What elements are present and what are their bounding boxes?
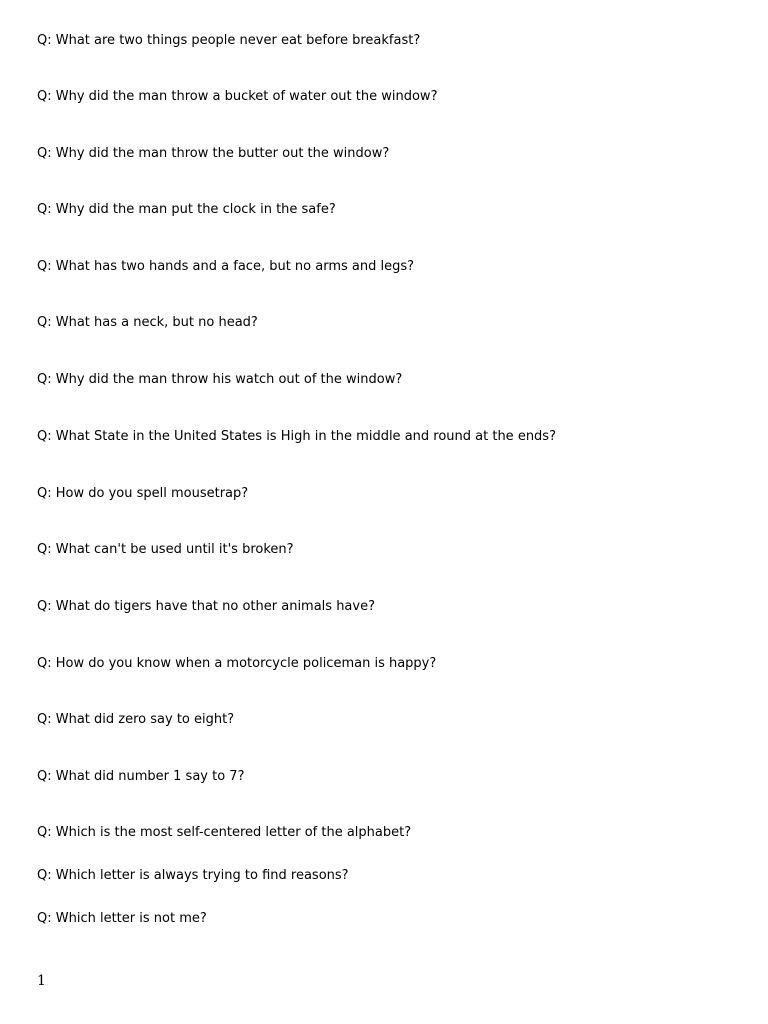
page-number: 1 (37, 973, 46, 989)
question-line: Q: Why did the man throw a bucket of water out the window? (37, 89, 438, 104)
question-line: Q: How do you spell mousetrap? (37, 486, 249, 501)
question-line: Q: Which letter is not me? (37, 911, 207, 926)
question-line: Q: What has two hands and a face, but no arms and legs? (37, 259, 415, 274)
question-line: Q: What do tigers have that no other animals have? (37, 599, 375, 614)
question-line: Q: What can't be used until it's broken? (37, 542, 294, 557)
question-line: Q: Which is the most self-centered letter of the alphabet? (37, 825, 412, 840)
question-line: Q: Why did the man throw his watch out of the window? (37, 372, 403, 387)
question-line: Q: Why did the man throw the butter out the window? (37, 146, 390, 161)
question-line: Q: What are two things people never eat before breakfast? (37, 33, 421, 48)
question-line: Q: How do you know when a motorcycle policeman is happy? (37, 656, 437, 671)
question-line: Q: Why did the man put the clock in the safe? (37, 202, 336, 217)
question-line: Q: What State in the United States is High in the middle and round at the ends? (37, 429, 556, 444)
question-line: Q: What did zero say to eight? (37, 712, 235, 727)
question-line: Q: Which letter is always trying to find reasons? (37, 868, 349, 883)
question-line: Q: What did number 1 say to 7? (37, 769, 245, 784)
question-line: Q: What has a neck, but no head? (37, 315, 258, 330)
